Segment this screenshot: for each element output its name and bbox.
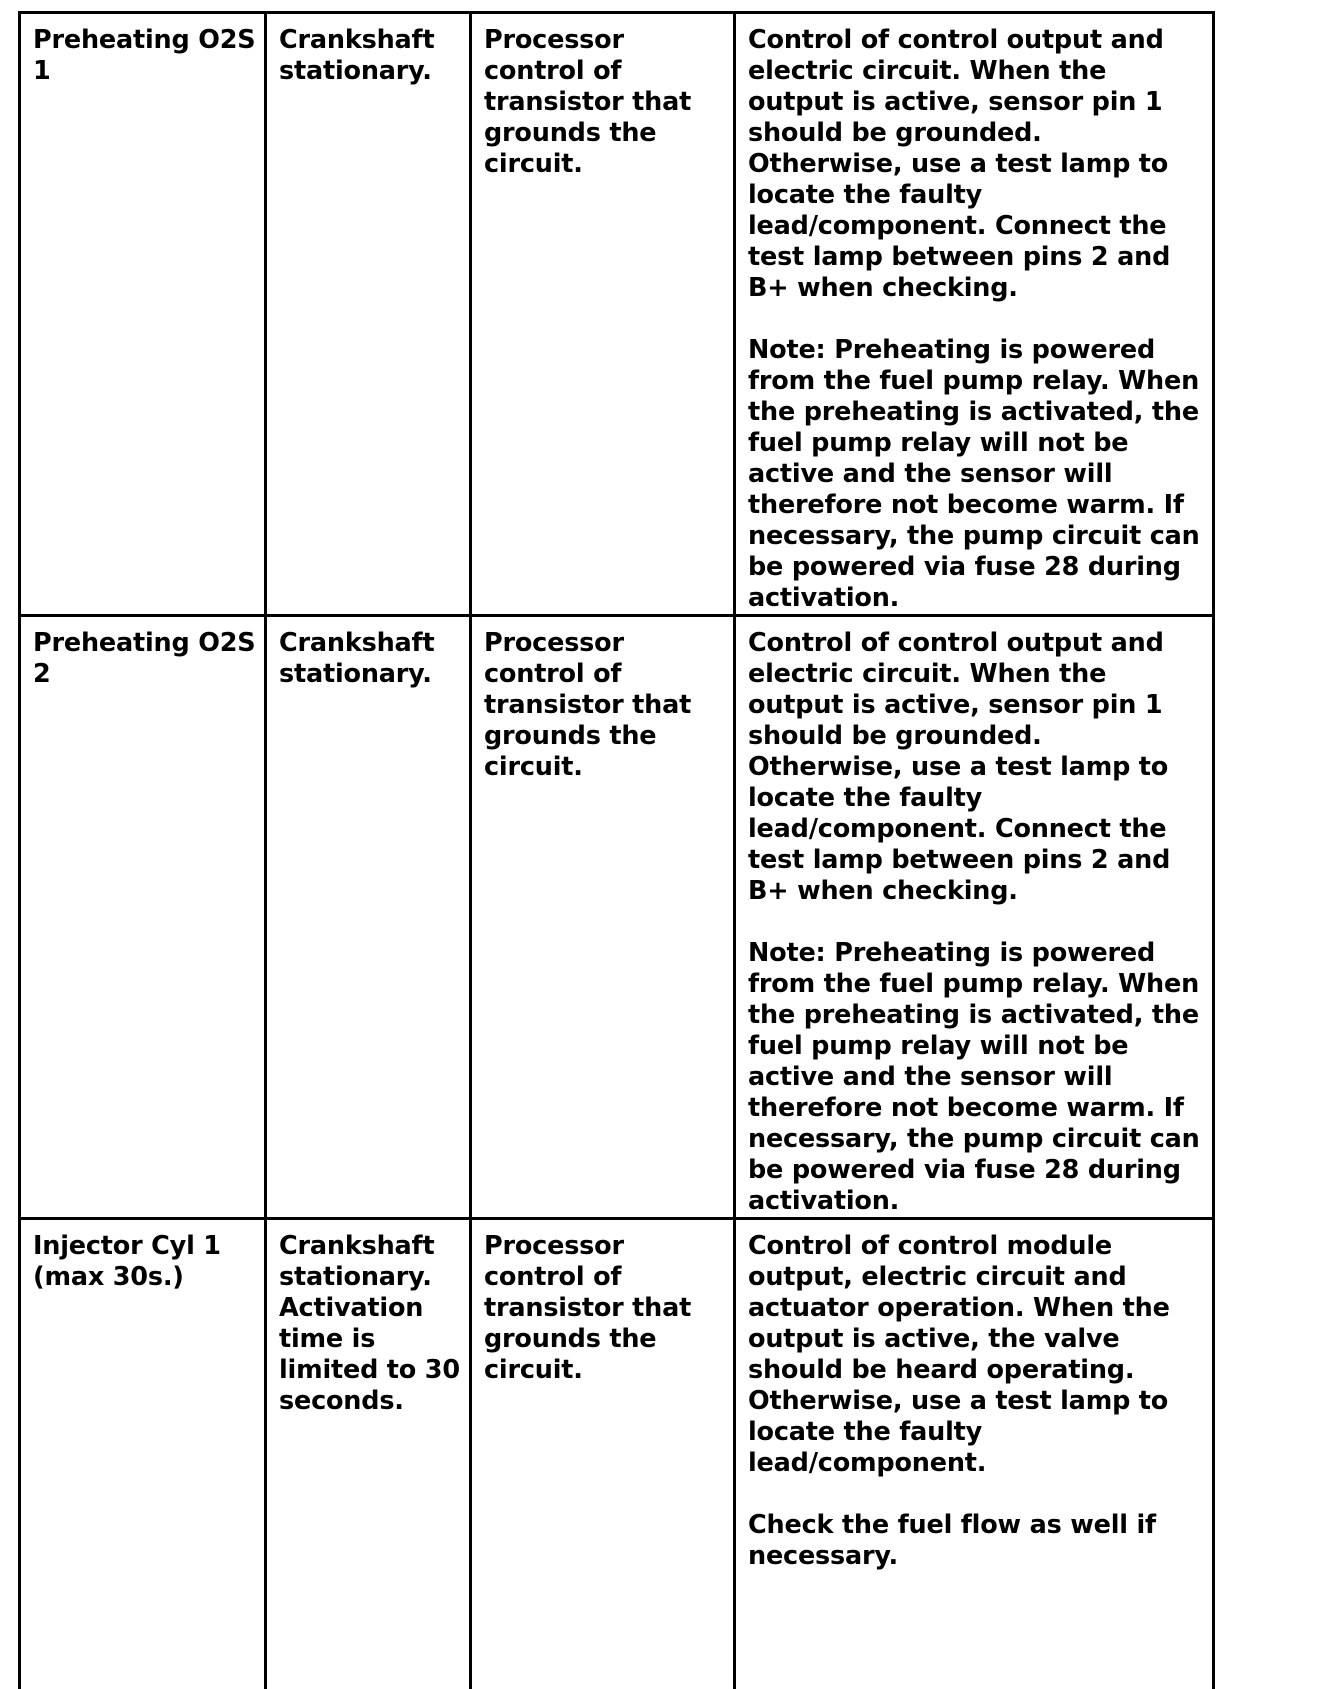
component-name-cell: Injector Cyl 1 (max 30s.) [20, 1219, 266, 1689]
condition-cell: Crankshaft stationary. Activation time is limited to 30 seconds. [266, 1219, 471, 1689]
description-paragraph: Control of control output and electric circuit. When the output is active, sensor pin 1 should be grounded. Otherwise, use a test lamp to locate the faulty lead/component. Connect the test lamp between pins 2 and B+ when checking. [748, 628, 1204, 907]
table-row [20, 13, 1214, 616]
table-row [20, 616, 1214, 1219]
table-row [20, 1219, 1214, 1689]
condition-cell: Crankshaft stationary. [266, 616, 471, 1219]
function-cell: Processor control of transistor that grounds the circuit. [471, 13, 735, 616]
note-paragraph: Note: Preheating is powered from the fuel pump relay. When the preheating is activated, the fuel pump relay will not be active and the sensor will therefore not become warm. If necessary, the pump circuit can be powered via fuse 28 during activation. [748, 335, 1204, 614]
description-paragraph: Control of control module output, electric circuit and actuator operation. When the output is active, the valve should be heard operating. Otherwise, use a test lamp to locate the faulty lead/component. [748, 1231, 1204, 1479]
description-cell [735, 13, 1214, 616]
component-name-cell: Preheating O2S 1 [20, 13, 266, 616]
description-paragraph: Control of control output and electric circuit. When the output is active, sensor pin 1 should be grounded. Otherwise, use a test lamp to locate the faulty lead/component. Connect the test lamp between pins 2 and B+ when checking. [748, 25, 1204, 304]
activation-test-table [18, 11, 1215, 1689]
function-cell: Processor control of transistor that grounds the circuit. [471, 1219, 735, 1689]
component-name-cell: Preheating O2S 2 [20, 616, 266, 1219]
function-cell: Processor control of transistor that grounds the circuit. [471, 616, 735, 1219]
description-cell [735, 616, 1214, 1219]
condition-cell: Crankshaft stationary. [266, 13, 471, 616]
note-paragraph: Check the fuel flow as well if necessary. [748, 1510, 1204, 1572]
note-paragraph: Note: Preheating is powered from the fuel pump relay. When the preheating is activated, the fuel pump relay will not be active and the sensor will therefore not become warm. If necessary, the pump circuit can be powered via fuse 28 during activation. [748, 938, 1204, 1217]
description-cell [735, 1219, 1214, 1689]
